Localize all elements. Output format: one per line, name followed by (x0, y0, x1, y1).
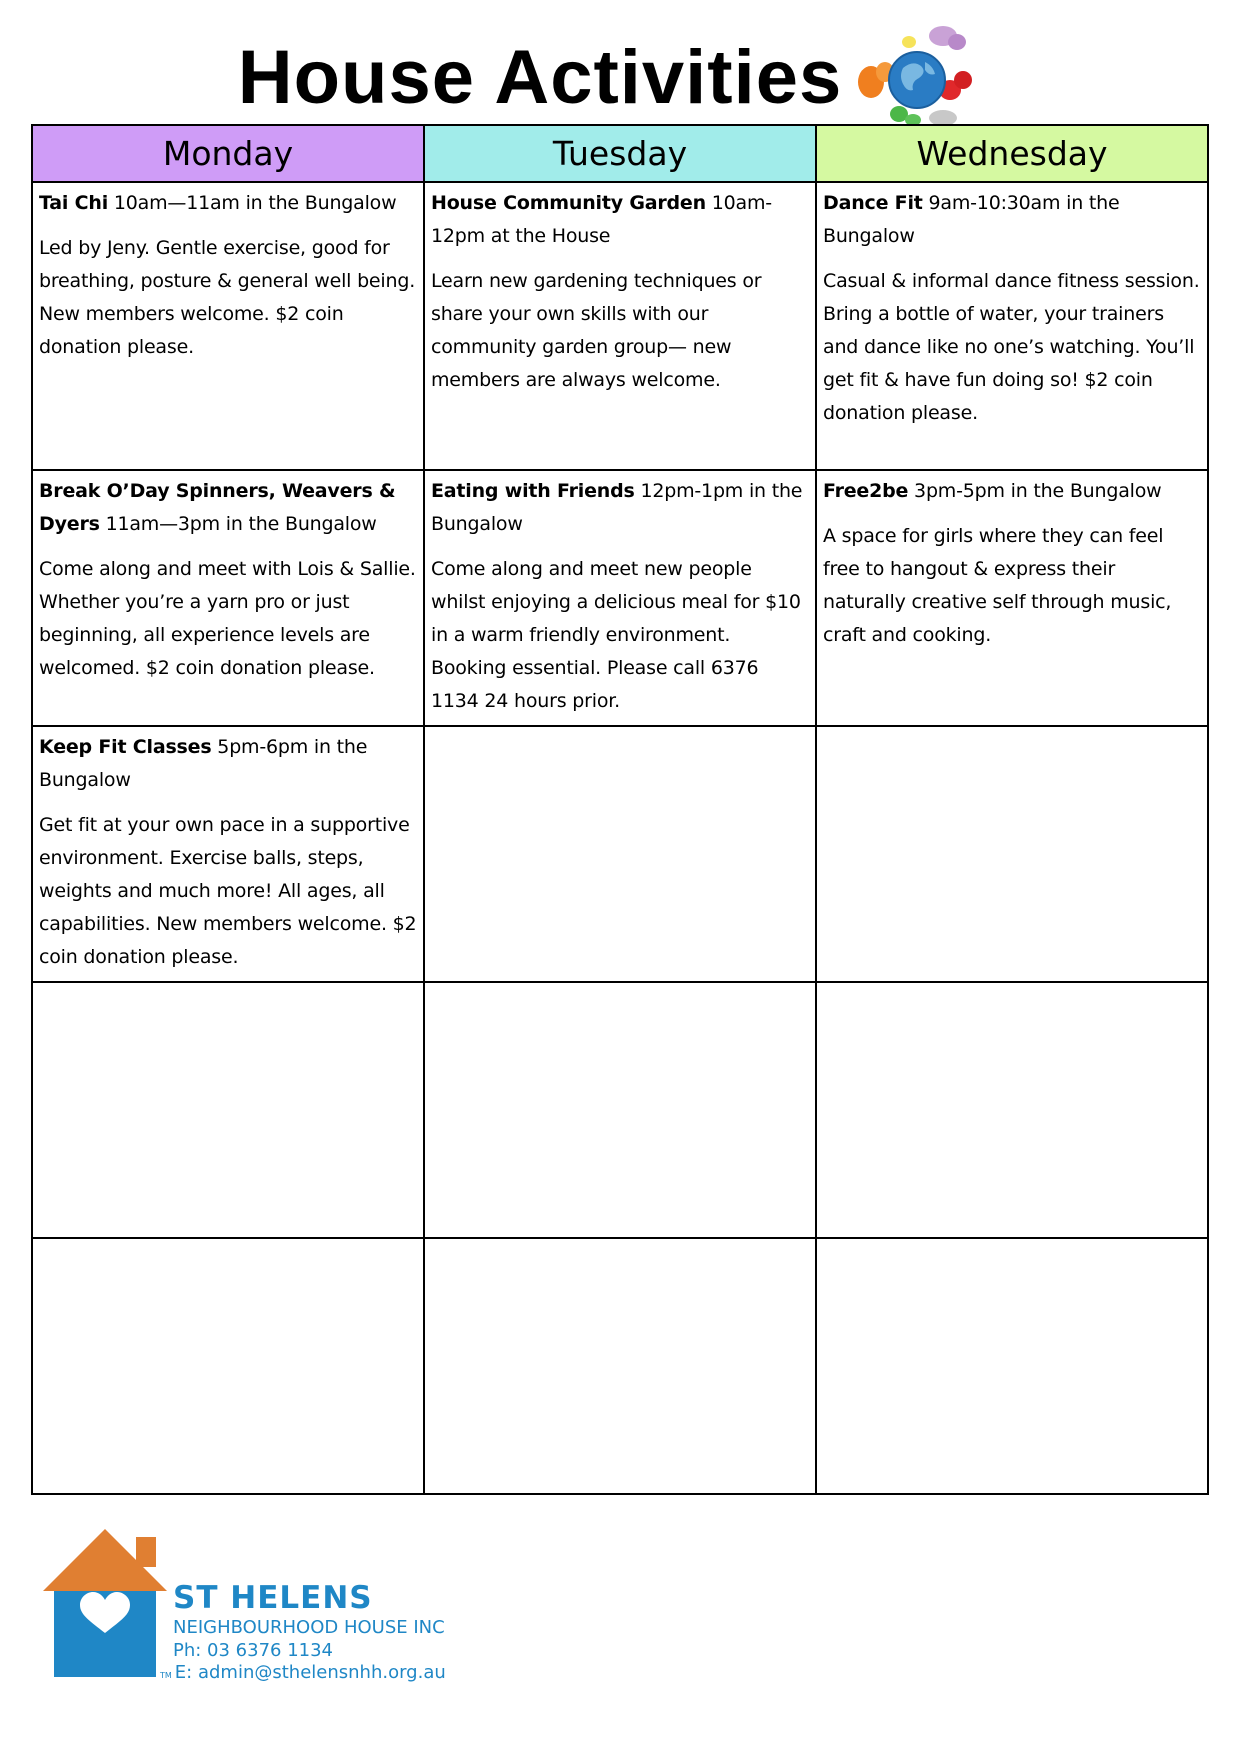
organisation-subtitle: NEIGHBOURHOOD HOUSE INC (173, 1617, 445, 1638)
empty-cell (816, 726, 1208, 982)
activity-time: 10am—11am in the Bungalow (108, 192, 397, 214)
activity-cell (424, 470, 816, 726)
activity-time: 3pm-5pm in the Bungalow (908, 480, 1162, 502)
empty-cell (424, 982, 816, 1238)
activity-time: 5pm-6pm in the Bungalow (39, 736, 368, 791)
organisation-email-line (160, 1662, 446, 1687)
organisation-name: ST HELENS (173, 1580, 373, 1616)
page-title: House Activities (237, 35, 843, 120)
empty-cell (32, 1238, 424, 1494)
globe-flowers-logo-icon (855, 20, 975, 130)
activity-description: Casual & informal dance fitness session. Bring a bottle of water, your trainers and dance like no one’s watching. You’ll get fit & have fun doing so! $2 coin donation please. (823, 270, 1200, 424)
empty-cell (32, 982, 424, 1238)
activity-description: Come along and meet with Lois & Sallie. Whether you’re a yarn pro or just beginning, all experience levels are welcomed. $2 coin donation please. (39, 558, 416, 679)
organisation-phone: Ph: 03 6376 1134 (173, 1640, 334, 1661)
activity-time: 12pm-1pm in the Bungalow (431, 480, 803, 535)
house-heart-logo-icon (40, 1525, 180, 1680)
empty-cell (424, 726, 816, 982)
activity-description: Led by Jeny. Gentle exercise, good for breathing, posture & general well being. New members welcome. $2 coin donation please. (39, 237, 416, 358)
activity-name: Dance Fit (823, 192, 923, 214)
activity-name: House Community Garden (431, 192, 706, 214)
activity-cell (816, 470, 1208, 726)
activity-time: 11am—3pm in the Bungalow (99, 513, 377, 535)
activity-description: Get fit at your own pace in a supportive environment. Exercise balls, steps, weights and much more! All ages, all capabilities. New members welcome. $2 coin donation please. (39, 814, 417, 968)
activity-cell (32, 470, 424, 726)
day-header-monday: Monday (32, 125, 424, 182)
activity-cell (816, 182, 1208, 470)
activity-name: Tai Chi (39, 192, 109, 214)
day-header-tuesday: Tuesday (424, 125, 816, 182)
day-header-wednesday: Wednesday (816, 125, 1208, 182)
activity-time: 9am-10:30am in the Bungalow (823, 192, 1120, 247)
activity-cell (424, 182, 816, 470)
activity-name: Break O’Day Spinners, Weavers & Dyers (39, 480, 396, 535)
activity-time: 10am-12pm at the House (431, 192, 772, 247)
activity-cell (32, 726, 424, 982)
activity-description: Learn new gardening techniques or share your own skills with our community garden group— new members are always welcome. (431, 270, 762, 391)
activity-name: Free2be (823, 480, 909, 502)
empty-cell (816, 1238, 1208, 1494)
trademark-mark: TM (160, 1671, 172, 1680)
organisation-email: E: admin@sthelensnhh.org.au (174, 1662, 446, 1683)
activity-cell (32, 182, 424, 470)
activity-name: Eating with Friends (431, 480, 635, 502)
activity-description: A space for girls where they can feel free to hangout & express their naturally creative self through music, craft and cooking. (823, 525, 1172, 646)
empty-cell (816, 982, 1208, 1238)
activity-name: Keep Fit Classes (39, 736, 212, 758)
activity-description: Come along and meet new people whilst enjoying a delicious meal for $10 in a warm friendly environment. Booking essential. Please call 6376 1134 24 hours prior. (431, 558, 801, 712)
schedule-table (31, 124, 1209, 1495)
empty-cell (424, 1238, 816, 1494)
